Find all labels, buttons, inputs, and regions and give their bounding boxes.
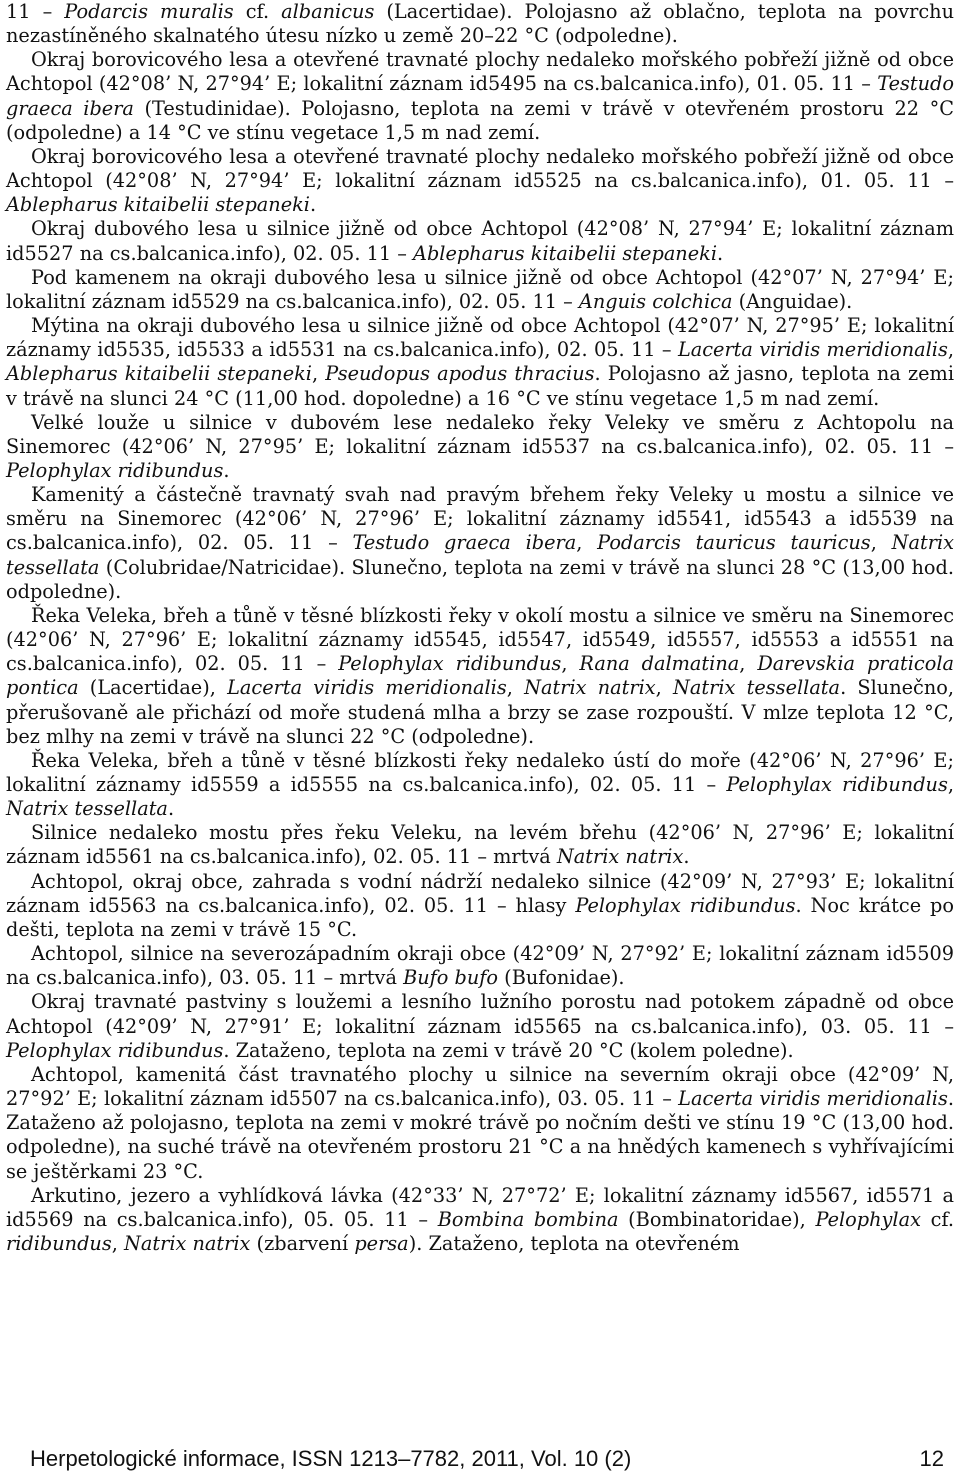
text-run: . Zataženo až polojasno, teplota na zemi v mokré trávě po nočním dešti ve stínu 19 °C (13,00 hod. odpoledne), na suché trávě na otevřeném prostoru 21 °C a na hnědých kamenech s vyhřívajícími se ještěrkami 23 °C. [6, 1087, 954, 1183]
species-name: Ablepharus kitaibelii stepaneki [6, 362, 312, 386]
text-run: 11 – [6, 0, 65, 23]
text-run: , [947, 338, 954, 362]
species-name: Pelophylax [815, 1207, 921, 1231]
species-name: Testudo graeca ibera [352, 531, 577, 555]
paragraph [6, 145, 954, 217]
species-name: Pseudopus apodus thracius [325, 362, 595, 386]
text-run: (Colubridae/Natricidae). Slunečno, teplota na zemi v trávě na slunci 28 °C (13,00 hod. odpoledne). [6, 555, 954, 603]
species-name: Podarcis tauricus tauricus [597, 531, 871, 555]
text-run: . [167, 797, 175, 821]
text-run: Achtopol, okraj obce, zahrada s vodní nádrží nedaleko silnice (42°09’ N, 27°93’ E; lokalitní záznam id5563 na cs.balcanica.info), 02. 05. 11 – hlasy [6, 869, 954, 917]
species-name: Natrix tessellata [673, 676, 841, 700]
article-body [6, 0, 954, 1256]
text-run: Silnice nedaleko mostu přes řeku Veleku, na levém břehu (42°06’ N, 27°96’ E; lokalitní záznam id5561 na cs.balcanica.info), 02. 05. 11 – mrtvá [6, 821, 954, 869]
journal-citation: Herpetologické informace, ISSN 1213–7782, 2011, Vol. 10 (2) [30, 1446, 632, 1471]
text-run: , [506, 676, 525, 700]
text-run: , [111, 1231, 124, 1255]
species-name: Podarcis muralis [64, 0, 234, 23]
text-run: . [683, 845, 690, 869]
paragraph [6, 483, 954, 604]
species-name: Testudo graeca ibera [6, 72, 954, 120]
text-run: Řeka Veleka, břeh a tůně v těsné blízkosti řeky v okolí mostu a silnice ve směru na Sinemorec (42°06’ N, 27°96’ E; lokalitní záznamy id5545, id5547, id5549, id5557, id5553 a id5551 na cs.balcanica.info), 02. 05. 11 – [6, 603, 954, 676]
species-name: Darevskia praticola pontica [6, 652, 954, 700]
paragraph [6, 48, 954, 145]
paragraph [6, 0, 954, 48]
species-name: Rana dalmatina [579, 652, 740, 676]
paragraph [6, 990, 954, 1062]
text-run: , [576, 531, 598, 555]
text-run: , [655, 676, 674, 700]
text-run: (zbarvení [250, 1231, 355, 1255]
species-name: Ablepharus kitaibelii stepaneki [6, 193, 310, 217]
text-run: Řeka Veleka, břeh a tůně v těsné blízkosti řeky nedaleko ústí do moře (42°06’ N, 27°96’ E; lokalitní záznamy id5559 a id5555 na cs.balcanica.info), 02. 05. 11 – [6, 748, 954, 796]
paragraph [6, 266, 954, 314]
text-run: Okraj dubového lesa u silnice jižně od obce Achtopol (42°08’ N, 27°94’ E; lokalitní záznam id5527 na cs.balcanica.info), 02. 05. 11 – [6, 217, 954, 265]
text-run: (Bufonidae). [498, 966, 625, 990]
text-run: Pod kamenem na okraji dubového lesa u silnice jižně od obce Achtopol (42°07’ N, 27°94’ E; lokalitní záznam id5529 na cs.balcanica.info), 02. 05. 11 – [6, 265, 954, 313]
species-name: Pelophylax ridibundus [338, 652, 562, 676]
text-run: cf. [233, 0, 282, 23]
paragraph [6, 870, 954, 942]
page-number: 12 [919, 1446, 944, 1471]
text-run: . Zataženo, teplota na zemi v trávě 20 °C (kolem poledne). [223, 1038, 794, 1062]
species-name: Natrix natrix [556, 845, 684, 869]
text-run: , [739, 652, 758, 676]
text-run: . Polojasno až jasno, teplota na zemi v trávě na slunci 24 °C (11,00 hod. dopoledne) a 16 °C ve stínu vegetace 1,5 m nad zemí. [6, 362, 954, 410]
species-name: ridibundus [6, 1231, 112, 1255]
text-run: , [561, 652, 580, 676]
text-run: (Lacertidae), [78, 676, 228, 700]
page-footer [30, 1446, 944, 1472]
text-run: Mýtina na okraji dubového lesa u silnice jižně od obce Achtopol (42°07’ N, 27°95’ E; lokalitní záznamy id5535, id5533 a id5531 na cs.balcanica.info), 02. 05. 11 – [6, 314, 954, 362]
species-name: Natrix natrix [124, 1231, 251, 1255]
species-name: Natrix tessellata [6, 531, 954, 579]
species-name: Pelophylax ridibundus [6, 458, 224, 482]
paragraph [6, 749, 954, 821]
text-run: , [311, 362, 326, 386]
text-run: Kamenitý a částečně travnatý svah nad pravým břehem řeky Veleky u mostu a silnice ve směru na Sinemorec (42°06’ N, 27°96’ E; lokalitní záznamy id5541, id5543 a id5539 na cs.balcanica.info), 02. 05. 11 – [6, 483, 954, 555]
paragraph [6, 217, 954, 265]
text-run: . [309, 193, 317, 217]
species-name: Anguis colchica [578, 289, 733, 313]
text-run: ). Zataženo, teplota na otevřeném [408, 1231, 740, 1255]
text-run: . Noc krátce po dešti, teplota na zemi v trávě 15 °C. [6, 893, 954, 941]
species-name: Lacerta viridis meridionalis [677, 338, 948, 362]
species-name: albanicus [281, 0, 375, 23]
text-run: Achtopol, silnice na severozápadním okraji obce (42°09’ N, 27°92’ E; lokalitní záznam id5509 na cs.balcanica.info), 03. 05. 11 – mrtvá [6, 942, 954, 990]
text-run: (Lacertidae). Polojasno až oblačno, teplota na povrchu nezastíněného skalnatého útesu nízko u země 20–22 °C (odpoledne). [6, 0, 954, 48]
text-run: (Anguidae). [732, 289, 853, 313]
species-name: Bombina bombina [437, 1207, 619, 1231]
text-run: Okraj borovicového lesa a otevřené travnaté plochy nedaleko mořského pobřeží jižně od obce Achtopol (42°08’ N, 27°94’ E; lokalitní záznam id5495 na cs.balcanica.info), 01. 05. 11 – [6, 48, 954, 96]
species-name: Pelophylax ridibundus [575, 893, 796, 917]
species-name: Natrix natrix [524, 676, 656, 700]
text-run: . [717, 241, 724, 265]
species-name: Pelophylax ridibundus [6, 1038, 224, 1062]
text-run: (Testudinidae). Polojasno, teplota na zemi v trávě v otevřeném prostoru 22 °C (odpoledne) a 14 °C ve stínu vegetace 1,5 m nad zemí. [6, 96, 954, 144]
species-name: Lacerta viridis meridionalis [678, 1087, 948, 1111]
text-run: (Bombinatoridae), [618, 1207, 816, 1231]
species-name: persa [354, 1231, 409, 1255]
paragraph [6, 1184, 954, 1256]
text-run: Okraj travnaté pastviny s loužemi a lesního lužního porostu nad potokem západně od obce Achtopol (42°09’ N, 27°91’ E; lokalitní záznam id5565 na cs.balcanica.info), 03. 05. 11 – [6, 990, 954, 1038]
text-run: cf. [920, 1207, 954, 1231]
text-run: , [947, 773, 955, 796]
species-name: Pelophylax ridibundus [726, 773, 948, 796]
text-run: Arkutino, jezero a vyhlídková lávka (42°33’ N, 27°72’ E; lokalitní záznamy id5567, id5571 a id5569 na cs.balcanica.info), 05. 05. 11 – [6, 1183, 954, 1231]
text-run: . [223, 458, 230, 482]
paragraph [6, 314, 954, 411]
species-name: Lacerta viridis meridionalis [227, 676, 507, 700]
paragraph [6, 1063, 954, 1184]
text-run: , [870, 531, 892, 555]
text-run: Achtopol, kamenitá část travnatého plochy u silnice na severním okraji obce (42°09’ N, 27°92’ E; lokalitní záznam id5507 na cs.balcanica.info), 03. 05. 11 – [6, 1062, 954, 1111]
paragraph [6, 604, 954, 749]
species-name: Ablepharus kitaibelii stepaneki [413, 241, 717, 265]
paragraph [6, 942, 954, 990]
text-run: . Slunečno, přerušovaně ale přichází od moře studená mlha a brzy se zase rozpouští. V mlze teplota 12 °C, bez mlhy na zemi v trávě na slunci 22 °C (odpoledne). [6, 676, 955, 748]
text-run: Okraj borovicového lesa a otevřené travnaté plochy nedaleko mořského pobřeží jižně od obce Achtopol (42°08’ N, 27°94’ E; lokalitní záznam id5525 na cs.balcanica.info), 01. 05. 11 – [6, 144, 954, 193]
paragraph [6, 821, 954, 869]
species-name: Natrix tessellata [6, 797, 168, 821]
paragraph [6, 411, 954, 483]
species-name: Bufo bufo [403, 966, 499, 990]
text-run: Velké louže u silnice v dubovém lese nedaleko řeky Veleky ve směru z Achtopolu na Sinemorec (42°06’ N, 27°95’ E; lokalitní záznam id5537 na cs.balcanica.info), 02. 05. 11 – [6, 410, 954, 458]
